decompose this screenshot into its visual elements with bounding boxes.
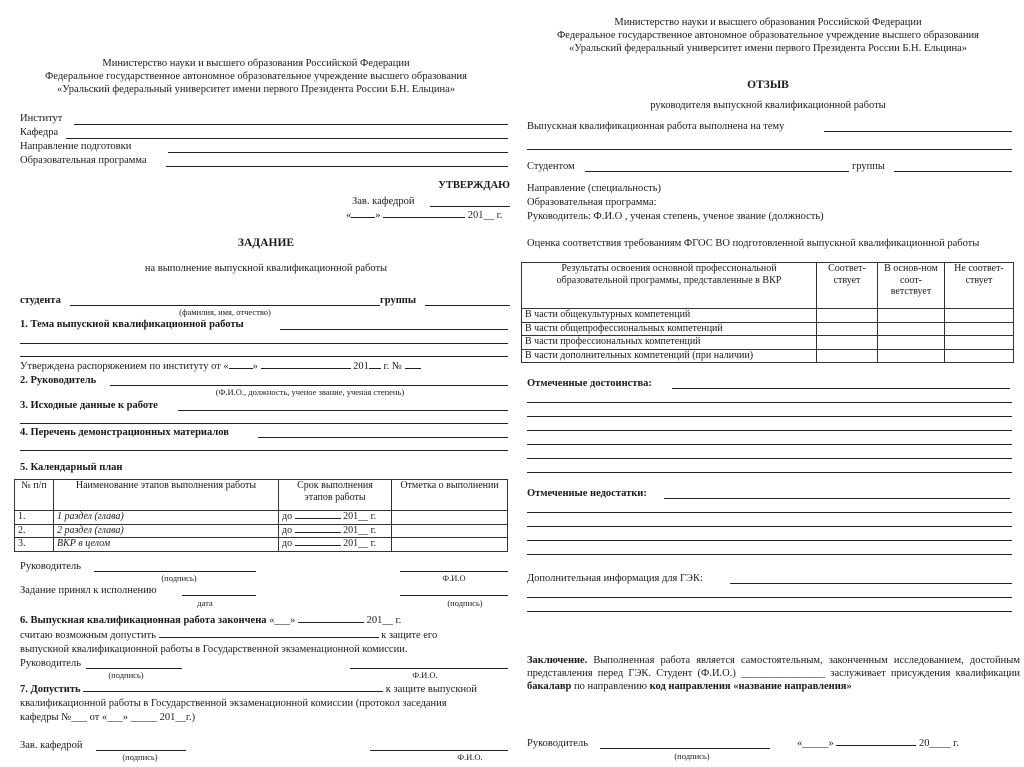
table-row: В части профессиональных компетенций [522, 336, 1014, 350]
review-date[interactable]: «_____» 20____ г. [797, 738, 959, 749]
extra-info-label: Дополнительная информация для ГЭК: [527, 573, 703, 584]
extra-info-field[interactable] [730, 583, 1012, 584]
ministry-header-right: Министерство науки и высшего образования Российской Федерации Федеральное государственное автономное образовательное учреждение высшего образования «Уральский федеральный университет имени первого Президента России Б.Н. Ельцина» [557, 17, 979, 55]
header-complies: Соответ-ствует [817, 263, 878, 309]
input-data-field-2[interactable] [20, 423, 508, 424]
signature-hint-4: (подпись) [122, 752, 158, 762]
section-7-line-3: кафедры №___ от «___» _____ 201__г.) [20, 712, 196, 723]
signature-hint: (подпись) [161, 573, 197, 583]
section-4-materials: 4. Перечень демонстрационных материалов [20, 427, 229, 438]
mark-cell[interactable] [392, 511, 508, 525]
department-label: Кафедра [20, 127, 59, 138]
table-row: 3. ВКР в целом до 201__ г. [15, 538, 508, 552]
approve-head-label: Зав. кафедрой [352, 196, 415, 207]
fio-hint: Ф.И.О [442, 573, 466, 583]
review-signature-field[interactable] [600, 748, 770, 749]
flaws-line[interactable] [527, 512, 1012, 513]
student-field-right[interactable] [585, 171, 849, 172]
section-2-supervisor: 2. Руководитель [20, 375, 97, 386]
direction-field[interactable] [168, 152, 508, 153]
merits-line[interactable] [527, 416, 1012, 417]
task-title: ЗАДАНИЕ [237, 237, 295, 249]
calendar-plan-table [14, 479, 508, 552]
approve-date: « » 201__ г. [346, 210, 503, 221]
merits-line[interactable] [527, 430, 1012, 431]
flaws-label: Отмеченные недостатки: [527, 488, 647, 499]
supervisor-label-2: Руководитель [20, 658, 81, 669]
department-field[interactable] [66, 138, 508, 139]
supervisor-info: Руководитель: Ф.И.О , ученая степень, ученое звание (должность) [527, 211, 824, 222]
section-6-finished: 6. Выпускная квалификационная работа закончена «___» 201__ г. [20, 615, 402, 626]
supervisor-hint: (Ф.И.О., должность, ученое звание, ученая степень) [215, 387, 405, 397]
task-accepted-signature-field[interactable] [400, 595, 508, 596]
supervisor-field[interactable] [110, 385, 508, 386]
program-label-right: Образовательная программа: [527, 197, 657, 208]
section-7-admit: 7. Допустить к защите выпускной [20, 684, 478, 695]
student-hint: (фамилия, имя, отчество) [179, 307, 271, 317]
table-row: 2. 2 раздел (глава) до 201__ г. [15, 524, 508, 538]
merits-line[interactable] [527, 458, 1012, 459]
fio-hint-3: Ф.И.О. [457, 752, 483, 762]
admit-line-1: считаю возможным допустить к защите его [20, 630, 438, 641]
supervisor-fio-field-2[interactable] [350, 668, 508, 669]
review-signature-hint: (подпись) [674, 751, 710, 761]
mark-cell[interactable] [392, 524, 508, 538]
review-subtitle: руководителя выпускной квалификационной работы [650, 100, 886, 111]
date-hint: дата [197, 598, 213, 608]
group-field[interactable] [425, 305, 510, 306]
program-field[interactable] [166, 166, 508, 167]
head-dept-signature-field[interactable] [96, 750, 186, 751]
header-results: Результаты освоения основной профессиональной образовательной программы, представленные в ВКР [522, 263, 817, 309]
assessment-label: Оценка соответствия требованиям ФГОС ВО подготовленной выпускной квалификационной работы [527, 238, 980, 249]
head-dept-fio-field[interactable] [370, 750, 508, 751]
direction-label: Направление подготовки [20, 141, 132, 152]
topic-field[interactable] [280, 329, 508, 330]
header-stage: Наименование этапов выполнения работы [54, 480, 279, 511]
flaws-field[interactable] [664, 498, 1010, 499]
section-1-topic: 1. Тема выпускной квалификационной работы [20, 319, 244, 330]
student-label-right: Студентом [527, 161, 575, 172]
merits-field[interactable] [672, 388, 1010, 389]
merits-line[interactable] [527, 444, 1012, 445]
section-5-plan: 5. Календарный план [20, 462, 123, 473]
approve-title: УТВЕРЖДАЮ [438, 180, 510, 191]
topic-label: Выпускная квалификационная работа выполнена на тему [527, 121, 785, 132]
section-7-line-2: квалификационной работы в Государственной экзаменационной комиссии (протокол заседания [20, 698, 447, 709]
table-row: В части общекультурных компетенций [522, 309, 1014, 323]
signature-hint-2: (подпись) [447, 598, 483, 608]
review-title: ОТЗЫВ [747, 79, 789, 91]
institute-label: Институт [20, 113, 63, 124]
signature-hint-3: (подпись) [108, 670, 144, 680]
student-label: студента [20, 295, 61, 306]
header-number: № п/п [15, 480, 54, 511]
fio-hint-2: Ф.И.О. [412, 670, 438, 680]
competence-table [521, 262, 1014, 363]
merits-label: Отмеченные достоинства: [527, 378, 652, 389]
table-row: В части дополнительных компетенций (при наличии) [522, 349, 1014, 363]
group-label: группы [380, 295, 417, 306]
student-name-field[interactable] [70, 305, 380, 306]
flaws-line[interactable] [527, 526, 1012, 527]
extra-info-line[interactable] [527, 611, 1012, 612]
mark-cell[interactable] [392, 538, 508, 552]
supervisor-signature-field-2[interactable] [86, 668, 182, 669]
input-data-field[interactable] [178, 410, 508, 411]
review-supervisor-label: Руководитель [527, 738, 588, 749]
materials-field[interactable] [258, 437, 508, 438]
materials-field-2[interactable] [20, 450, 508, 451]
institute-field[interactable] [74, 124, 508, 125]
direction-label-right: Направление (специальность) [527, 183, 661, 194]
merits-line[interactable] [527, 402, 1012, 403]
task-accepted-date-field[interactable] [182, 595, 256, 596]
flaws-line[interactable] [527, 554, 1012, 555]
topic-field-2[interactable] [20, 343, 508, 344]
topic-field-right-2[interactable] [527, 149, 1012, 150]
admit-line-2: выпускной квалификационной работы в Государственной экзаменационной комиссии. [20, 644, 408, 655]
section-3-input-data: 3. Исходные данные к работе [20, 400, 158, 411]
supervisor-label: Руководитель [20, 561, 81, 572]
head-dept-label: Зав. кафедрой [20, 740, 83, 751]
supervisor-signature-field[interactable] [94, 571, 256, 572]
header-mostly-complies: В основ-ном соот-ветствует [878, 263, 945, 309]
task-accepted-label: Задание принял к исполнению [20, 585, 157, 596]
header-term: Срок выполнения этапов работы [279, 480, 392, 511]
program-label: Образовательная программа [20, 155, 147, 166]
topic-field-3[interactable] [20, 356, 508, 357]
conclusion: Заключение. Выполненная работа является самостоятельным, законченным исследованием, достойным представления перед ГЭК. Студент (Ф.И.О.) ________________ заслуживает присуждения квалификации бакалавр по направлению код направления «название направления» [527, 655, 1020, 693]
task-subtitle: на выполнение выпускной квалификационной работы [144, 263, 388, 274]
ministry-header: Министерство науки и высшего образования Российской Федерации Федеральное государственное автономное образовательное учреждение высшего образования «Уральский федеральный университет имени первого Президента России Б.Н. Ельцина» [45, 58, 467, 96]
approved-by: Утверждена распоряжением по институту от « » 201 г. № [20, 360, 421, 373]
group-label-right: группы [852, 161, 885, 172]
table-row: 1. 1 раздел (глава) до 201__ г. [15, 511, 508, 525]
header-mark: Отметка о выполнении [392, 480, 508, 511]
header-not-complies: Не соответ-ствует [945, 263, 1014, 309]
table-row: В части общепрофессиональных компетенций [522, 322, 1014, 336]
merits-line[interactable] [527, 472, 1012, 473]
supervisor-fio-field[interactable] [400, 571, 508, 572]
extra-info-line[interactable] [527, 597, 1012, 598]
topic-field-right[interactable] [824, 131, 1012, 132]
flaws-line[interactable] [527, 540, 1012, 541]
group-field-right[interactable] [894, 171, 1012, 172]
approve-signature-field[interactable] [430, 206, 510, 207]
